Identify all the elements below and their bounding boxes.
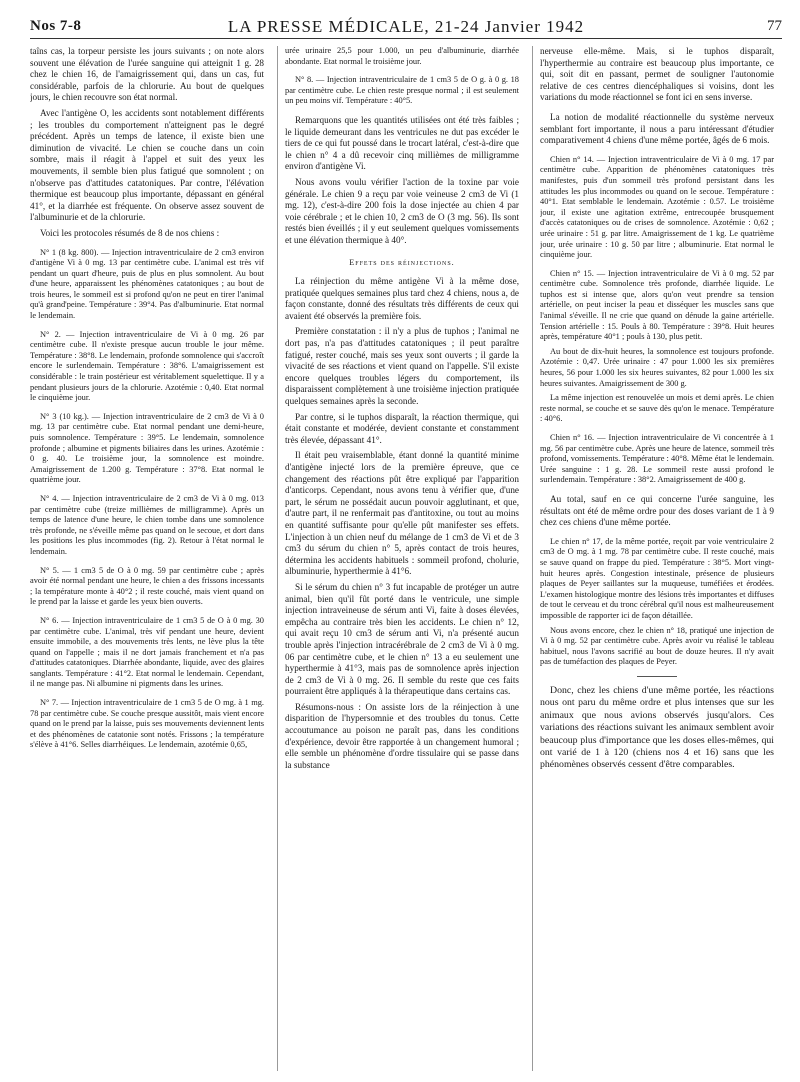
paragraph: Il était peu vraisemblable, étant donné la quantité minime d'antigène injecté lors de la première épreuve, que ce changement des réactions pût être expliqué par l'apparition d'anticorps. Cependant, nous avons tenu à vérifier que, d'une part, le sérum ne possédait aucun pouvoir agglutinant, et que, d'autre part, il ne renfermait pas d'antitoxine, ou tout au moins en quantité suffisante pour qu'elle pût manifester ses effets. L'injection à un chien neuf du mélange de 1 cm3 de Vi et de 3 cm3 du sérum du chien n° 5, après contact de trois heures, détermina les accidents habituels : sommeil profond, cholurie, albuminurie, hyperthermie à 41°6. bbox=[285, 450, 519, 577]
paragraph: Résumons-nous : On assiste lors de la réinjection à une disparition de l'hypersomnie et des troubles du tonus. Cette accoutumance au poison ne paraît pas, dans les conditions d'expérience, devoir être rapportée à un changement humoral ; elle semble un phénomène d'ordre tissulaire qui se passe dans la substance bbox=[285, 701, 519, 770]
column-separator bbox=[532, 46, 533, 1071]
paragraph: Au total, sauf en ce qui concerne l'urée sanguine, les résultats ont été de même ordre pour des doses variant de 1 à 9 chez ces chiens d'une même portée. bbox=[540, 493, 774, 528]
paragraph: La notion de modalité réactionnelle du système nerveux semblant fort importante, il nous a paru intéressant d'étudier comparativement 4 chiens d'une même portée, âgés de 6 mois. bbox=[540, 111, 774, 146]
paragraph: La réinjection du même antigène Vi à la même dose, pratiquée quelques semaines plus tard chez 4 chiens, nous a, de façon constante, donné des résultats très différents de ceux qui avaient été observés la première fois. bbox=[285, 276, 519, 321]
column-right bbox=[540, 46, 774, 1076]
protocol-paragraph: N° 1 (8 kg. 800). — Injection intraventriculaire de 2 cm3 environ d'antigène Vi à 0 mg. 13 par centimètre cube. L'animal est très vif pendant un quart d'heure, puis de plus en plus somnolent. Au bout d'une heure, apparaissent les phénomènes catatoniques ; au bout de trois heures, le sommeil est si profond qu'on ne peut en tirer l'animal qu'à grand'peine. Température : 39°4. Pas d'albuminurie. Etat normal le lendemain. bbox=[30, 247, 264, 321]
paragraph: Nous avons voulu vérifier l'action de la toxine par voie générale. Le chien 9 a reçu par voie veineuse 2 cm3 de Vi (1 mg. 12), c'est-à-dire 200 fois la dose injectée au chien 4 par voie cérébrale ; et le chien 10, 2 cm3 de O (3 mg. 56). Ils sont restés bien éveillés ; il y eut seulement quelques vomissements et une élévation thermique à 40°. bbox=[285, 176, 519, 245]
protocol-paragraph: N° 5. — 1 cm3 5 de O à 0 mg. 59 par centimètre cube ; après avoir été normal pendant une heure, le chien a des frissons incessants ; la température monte à 40°2 ; il reste couché, mais vient quand on le prend par la laisse et garde les yeux bien ouverts. bbox=[30, 565, 264, 607]
paragraph: Par contre, si le tuphos disparaît, la réaction thermique, qui était constante et modérée, devient constante et constamment très élevée, dépassant 41°. bbox=[285, 411, 519, 445]
header-rule bbox=[30, 38, 782, 39]
protocol-paragraph: N° 6. — Injection intraventriculaire de 1 cm3 5 de O à 0 mg. 30 par centimètre cube. L'animal, très vif pendant une heure, devient ensuite immobile, a des mouvements très lents, ne lève plus la tête quand on l'appelle ; mais il ne dort jamais franchement et n'a pas d'attitudes catatoniques. Diarrhée abondante, liquide, avec des glaires sanglants. Température : 41°2. Etat normal le lendemain. Cependant, il ne mange pas. Ni albumine ni pigments dans les urines. bbox=[30, 615, 264, 689]
protocol-paragraph: La même injection est renouvelée un mois et demi après. Le chien reste normal, se couche et se sauve dès qu'on le menace. Température : 40°6. bbox=[540, 393, 774, 424]
protocol-paragraph: N° 8. — Injection intraventriculaire de 1 cm3 5 de O g. à 0 g. 18 par centimètre cube. Le chien reste presque normal ; il est seulement un peu moins vif. Température : 40°5. bbox=[285, 75, 519, 106]
column-left bbox=[30, 46, 264, 1076]
paragraph: nerveuse elle-même. Mais, si le tuphos disparaît, l'hyperthermie au contraire est beaucoup plus importante, ce qui, soit dit en passant, permet de souligner l'autonomie relative de ces centres diencéphaliques si voisins, dont les variations du mode réactionnel se font ici en sens inverse. bbox=[540, 46, 774, 103]
paragraph: Remarquons que les quantités utilisées ont été très faibles ; le liquide demeurant dans les ventricules ne dut pas excéder le tiers de ce qui fut poussé dans le trocart latéral, c'est-à-dire que le chien n° 4 a dû recevoir cinq millièmes de milligramme environ d'antigène Vi. bbox=[285, 114, 519, 172]
paragraph: Voici les protocoles résumés de 8 de nos chiens : bbox=[40, 227, 220, 238]
protocol-paragraph: N° 4. — Injection intraventriculaire de 2 cm3 de Vi à 0 mg. 013 par centimètre cube (treize millièmes de milligramme). Après un temps de latence d'une heure, le chien tombe dans une somnolence très profonde, ne s'éveille même pas quand on le secoue, et dort dans les positions les plus incommodes (fig. 2). Retour à l'état normal le lendemain. bbox=[30, 493, 264, 556]
paragraph: Première constatation : il n'y a plus de tuphos ; l'animal ne dort pas, n'a pas d'attitudes catatoniques ; il peut paraître fatigué, rester couché, mais ses yeux sont ouverts ; il garde la vivacité de ses réactions et vient quand on l'appelle. S'il existe encore quelques troubles légers du comportement, ils disparaissent complètement à une troisième injection pratiquée quelques semaines après la seconde. bbox=[285, 326, 519, 407]
page-number: 77 bbox=[767, 18, 782, 34]
protocol-paragraph: Le chien n° 17, de la même portée, reçoit par voie ventriculaire 2 cm3 de O mg. à 1 mg. 78 par centimètre cube. Il reste couché, mais se sauve quand on frappe du pied. Température : 38°5. Mort vingt-huit heures après. Congestion intestinale, présence de plusieurs plaques de Peyer saillantes sur la muqueuse, tuméfiées et érodées. L'examen histologique montre des lésions très importantes et diffuses de tout le cerveau et du tronc cérébral qu'il nous est malheureusement impossible de rapporter ici de façon détaillée. bbox=[540, 536, 774, 620]
protocol-paragraph: N° 3 (10 kg.). — Injection intraventriculaire de 2 cm3 de Vi à 0 mg. 13 par centimètre cube. Etat normal pendant une demi-heure, puis somnolence. Température : 39°5. Le lendemain, somnolence profonde ; albumine et pigments biliaires dans les urines. Azotémie : 0 g. 40. Le troisième jour, la somnolence est moindre. Amaigrissement de 1.200 g. Température : 37°8. Etat normal le quatrième jour. bbox=[30, 411, 264, 485]
column-middle bbox=[285, 46, 519, 1076]
issue-number: Nos 7-8 bbox=[30, 18, 82, 34]
protocol-paragraph: N° 7. — Injection intraventriculaire de 1 cm3 5 de O mg. à 1 mg. 78 par centimètre cube. Se couche presque aussitôt, mais vient encore quand on le prend par la laisse, puis ses mouvements deviennent lents et des phénomènes de catatonie sont notés. Frissons ; la température s'élève à 41°6. Selles diarrhéiques. Le lendemain, azotémie 0,65, bbox=[30, 698, 264, 750]
protocol-paragraph: Chien n° 14. — Injection intraventriculaire de Vi à 0 mg. 17 par centimètre cube. Apparition de phénomènes catatoniques très manifestes, puis d'un sommeil très profond persistant dans les attitudes les plus incommodes ou quand on le secoue. Température : 40°1. Etat semblable le lendemain. Azotémie : 0.57. Le troisième jour, il existe une agitation extrême, entrecoupée brusquement d'accès catatoniques ou de crises de somnolence. Azotémie : 0,62 ; urée urinaire : 51 g. par litre. Amaigrissement de 1 kg. Le quatrième jour, urée urinaire : 10 g. 50 par litre ; albuminurie. Etat normal le cinquième jour. bbox=[540, 154, 774, 260]
protocol-paragraph: Au bout de dix-huit heures, la somnolence est toujours profonde. Azotémie : 0,47. Urée urinaire : 47 pour 1.000 les six premières heures, 56 pour 1.000 les six heures suivantes, 82 pour 1.000 les six heures suivantes. Amaigrissement de 300 g. bbox=[540, 346, 774, 388]
journal-title: LA PRESSE MÉDICALE, 21-24 Janvier 1942 bbox=[227, 17, 585, 36]
protocol-paragraph: Chien n° 15. — Injection intraventriculaire de Vi à 0 mg. 52 par centimètre cube. Somnolence très profonde, diarrhée liquide. Le tuphos est si intense que, alors qu'on veut prendre sa tension artérielle, on peut inciser la peau et disséquer les muscles sans que l'animal s'éveille. Il ne crie que quand on dénude la gaine artérielle. Tension artérielle : 15. Pouls à 80. Température : 39°8. Huit heures après, température 40°1 ; pouls à 130, plus petit. bbox=[540, 268, 774, 342]
protocol-paragraph: urée urinaire 25,5 pour 1.000, un peu d'albuminurie, diarrhée abondante. Etat normal le troisième jour. bbox=[285, 46, 519, 66]
paragraph-divider bbox=[637, 676, 677, 677]
paragraph: Si le sérum du chien n° 3 fut incapable de protéger un autre animal, bien qu'il fût porté dans le ventricule, une simple injection intraveineuse de sérum anti Vi, faite à doses élevées, empêcha au contraire très bien les accidents. Le chien n° 12, qui avait reçu 10 cm3 de sérum anti Vi, n'a présenté aucun trouble après l'injection intracérébrale de 2 cm3 de Vi à 0 mg. 06 par centimètre cube, et le chien n° 13 a eu seulement une hyperthermie à 41°3, mais pas de somnolence après injection de 2 cm3 de Vi à 0 mg. 26. Il semble du reste que ces faits pourraient être appliqués à la thérapeutique dans certains cas. bbox=[285, 581, 519, 697]
protocol-paragraph: Nous avons encore, chez le chien n° 18, pratiqué une injection de Vi à 0 mg. 52 par centimètre cube. Après avoir vu réalisé le tableau habituel, nous l'avons sacrifié au bout de douze heures. Il n'y avait pas de tuméfaction des plaques de Peyer. bbox=[540, 625, 774, 667]
paragraph: Avec l'antigène O, les accidents sont notablement différents ; les troubles du comportement n'atteignent pas le degré précédent. Après un temps de latence, il existe bien une diminution de vivacité. Le chien se couche dans un coin sombre, mais il réagit à l'appel et suit des yeux les mouvements, il semble bien plus fatigué que somnolent ; on n'observe pas d'attitudes catatoniques. Par contre, l'élévation thermique est beaucoup plus importante, dépassant en général 41°, et la diarrhée est fréquente. On observe assez souvent de l'albuminurie et de la chlorurie. bbox=[30, 107, 264, 223]
section-heading: Effets des réinjections. bbox=[349, 257, 455, 267]
page-header bbox=[30, 12, 782, 38]
column-separator bbox=[277, 46, 278, 1071]
protocol-paragraph: Chien n° 16. — Injection intraventriculaire de Vi concentrée à 1 mg. 56 par centimètre cube. Après une heure de latence, sommeil très profond, vomissements. Température : 40°8. Même état le lendemain. Urée sanguine : 1 g. 28. Le sommeil reste aussi profond le surlendemain. Température : 38°2. Amaigrissement de 400 g. bbox=[540, 433, 774, 485]
protocol-paragraph: N° 2. — Injection intraventriculaire de Vi à 0 mg. 26 par centimètre cube. Il n'existe presque aucun trouble le jour même. Température : 38°8. Le lendemain, profonde somnolence qui s'accroît encore le surlendemain. Température : 38°6. L'amaigrissement est considérable : le train postérieur est véritablement squelettique. Il y a pendant plusieurs jours de la chlorurie. Azotémie : 0,40. Etat normal le cinquième jour. bbox=[30, 329, 264, 403]
paragraph: taîns cas, la torpeur persiste les jours suivants ; on note alors souvent une élévation de l'urée sanguine qui atteignit 1 g. 28 chez le chien 16, de l'amaigrissement qui, dans un cas, fut considérable, parfois de la chlorurie. Au bout de quelques jours, le chien recouvre son état normal. bbox=[30, 46, 264, 103]
paragraph: Donc, chez les chiens d'une même portée, les réactions nous ont paru du même ordre et plus intenses que sur les animaux que nous avions observés jusqu'alors. Ces variations des réactions suivant les animaux semblent avoir beaucoup plus d'importance que les doses elles-mêmes, qui ont varié de 1 à 120 (chiens nos 4 et 16) sans que les phénomènes observés cessent d'être comparables. bbox=[540, 684, 774, 771]
